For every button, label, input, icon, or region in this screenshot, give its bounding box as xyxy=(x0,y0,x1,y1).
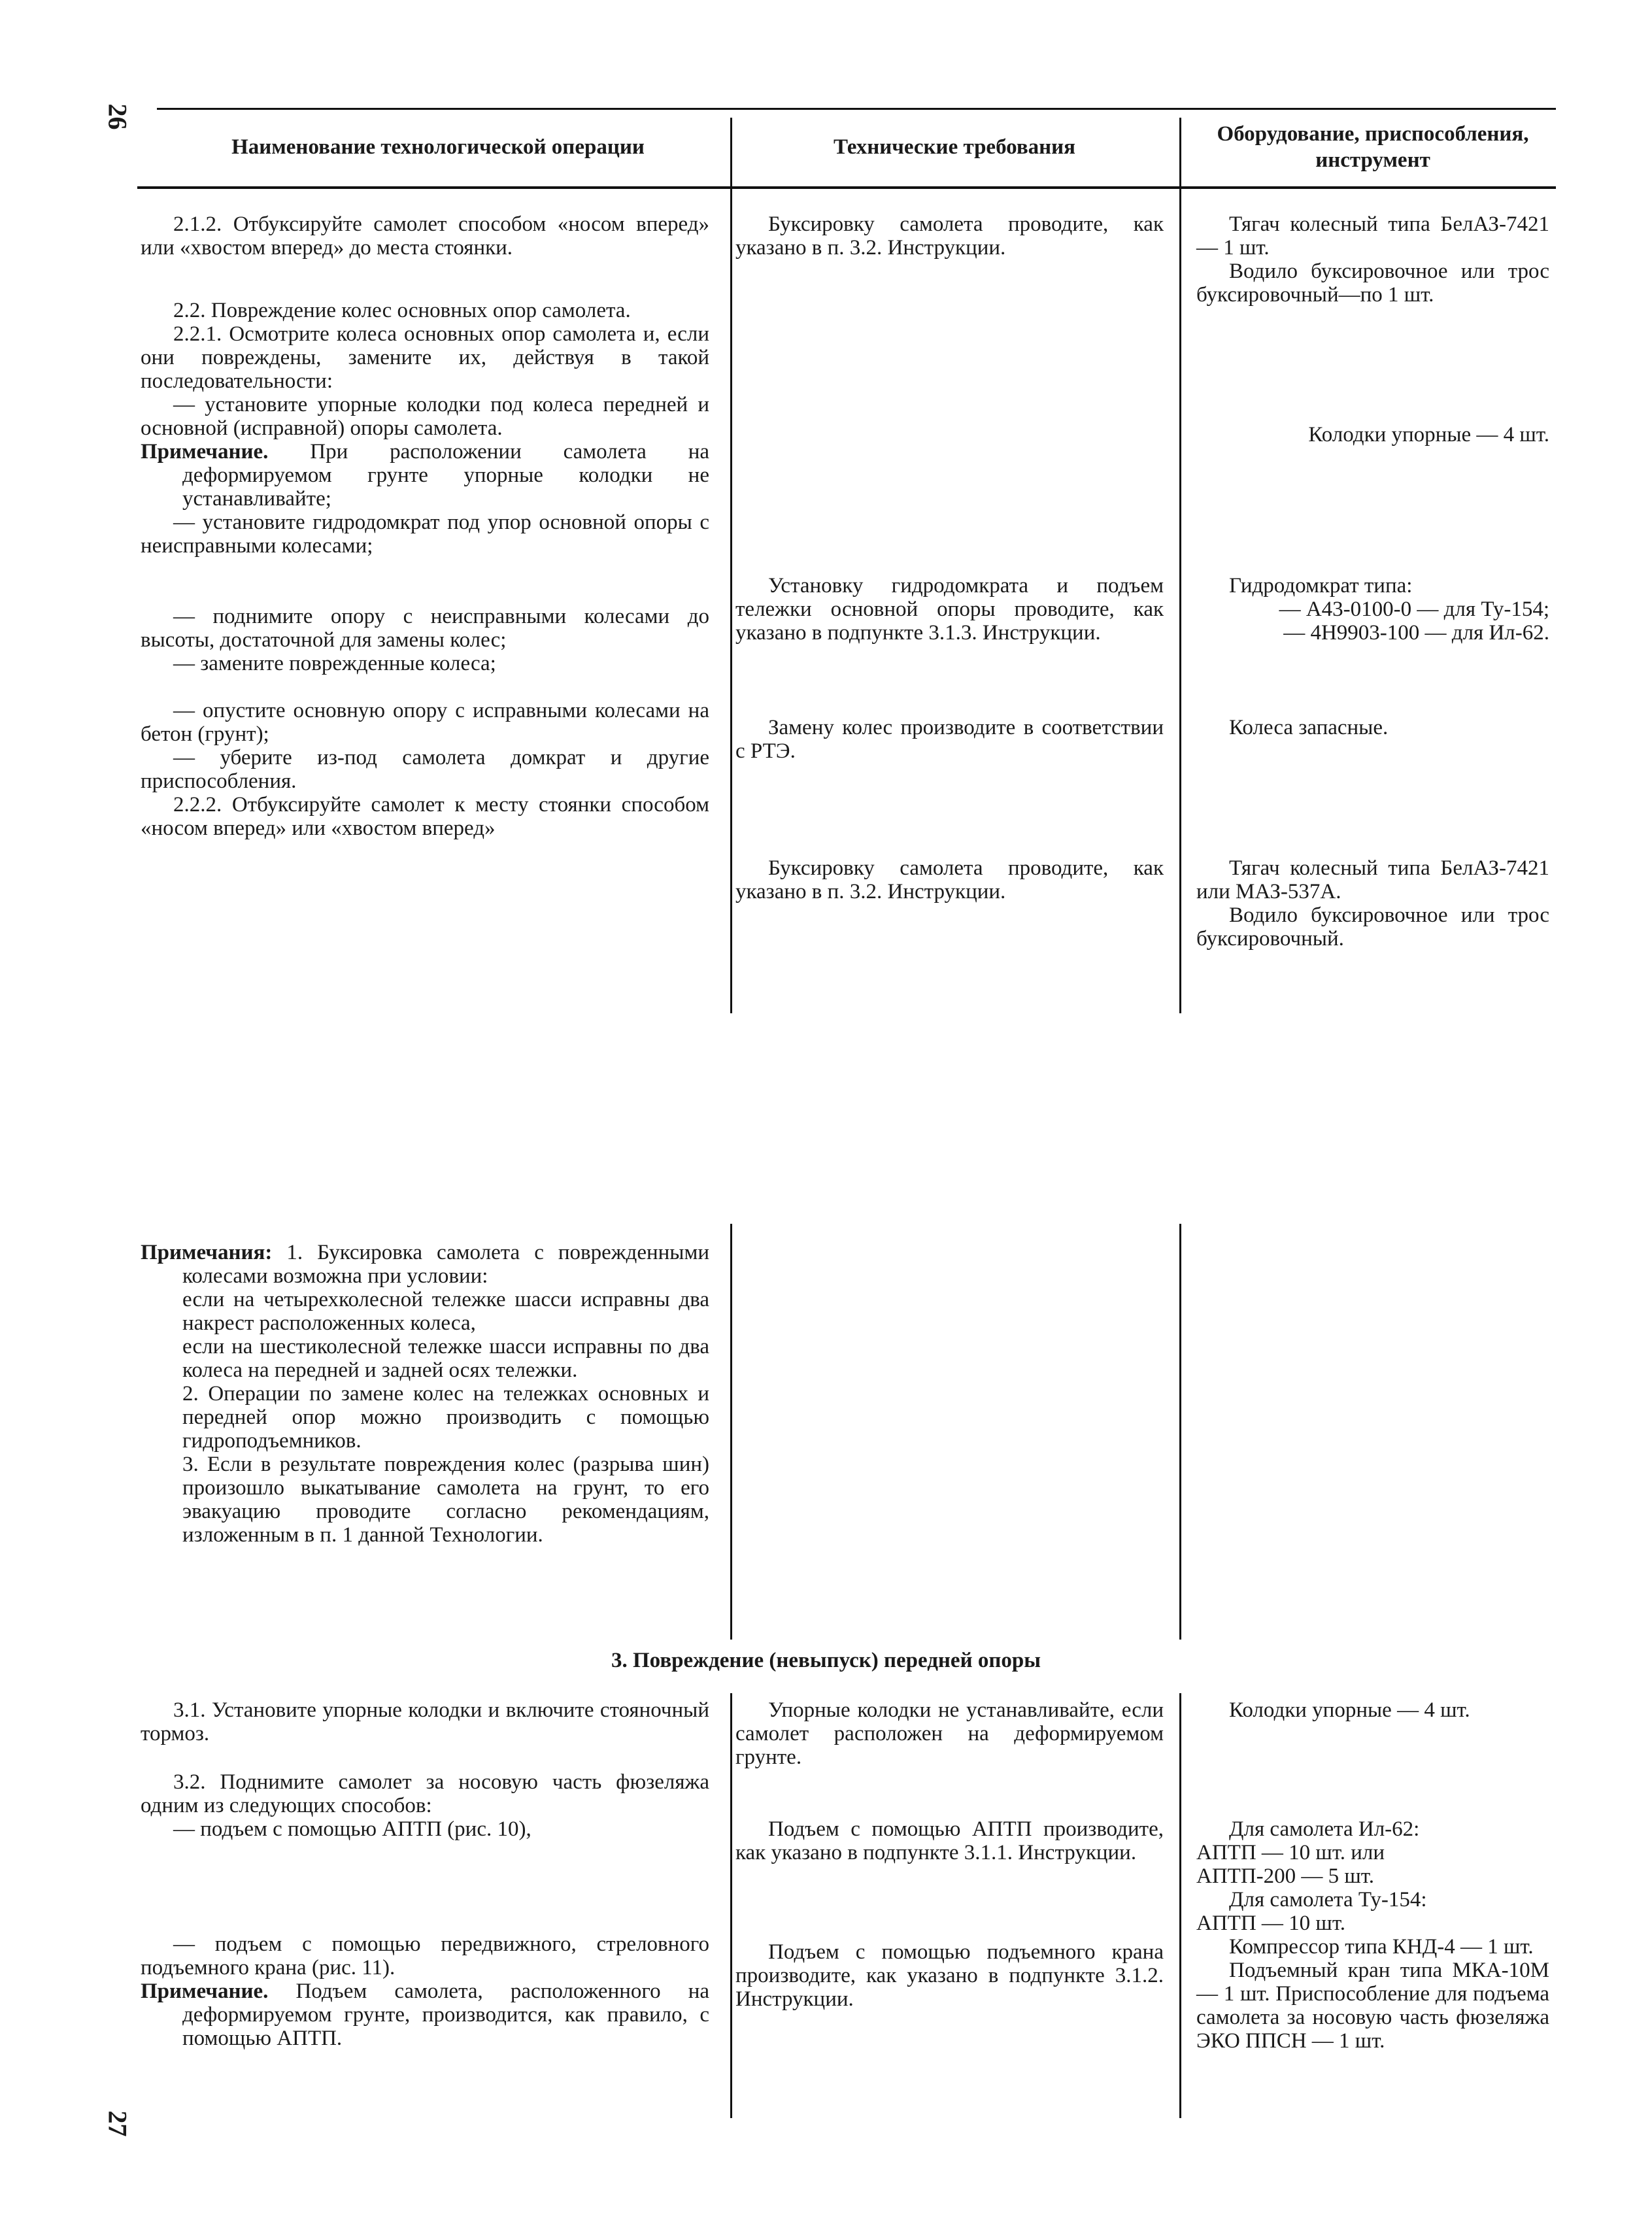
note-2: 2. Операции по замене колес на тележках основных и передней опор можно производить с помощью гидроподъемников. xyxy=(182,1382,709,1453)
page-number-top: 26 xyxy=(103,103,133,130)
col-divider-1-bottom xyxy=(730,1693,732,2118)
block3-req-aptp: Подъем с помощью АПТП производите, как указано в подпункте 3.1.1. Инструкции. xyxy=(735,1817,1164,1864)
note-1: 1. Буксировка самолета с поврежденными колесами возможна при условии: xyxy=(182,1241,709,1288)
note3-head: Примечание. xyxy=(141,1980,269,2003)
note-1a: если на четырехколесной тележке шасси исправны два накрест расположенных колеса, xyxy=(182,1288,709,1335)
header-requirements: Технические требования xyxy=(833,135,1076,159)
col-divider-1-top xyxy=(730,118,732,1013)
block1-eq-tug: Тягач колесный типа БелАЗ-7421 — 1 шт. Водило буксировочное или трос буксировочный—по 1 шт. xyxy=(1196,212,1549,307)
note-3: 3. Если в результате повреждения колес (разрыва шин) произошло выкатывание самолета на грунт, то его эвакуацию проводите согласно рекомендациям, изложенным в п. 1 данной Технологии. xyxy=(182,1453,709,1547)
note-1b: если на шестиколесной тележке шасси исправны по два колеса на передней и задней осях тележки. xyxy=(182,1335,709,1382)
op-lift-gear: — поднимите опору с неисправными колесами до высоты, достаточной для замены колес; xyxy=(141,605,709,652)
block3-eq-lifting: Для самолета Ил-62: АПТП — 10 шт. или АПТП-200 — 5 шт. Для самолета Ту-154: АПТП — 10 шт. Компрессор типа КНД-4 — 1 шт. Подъемный кран типа МКА-10М — 1 шт. Приспособление для подъема самолета за носовую часть фюзеляжа ЭКО ППСН — 1 шт. xyxy=(1196,1817,1549,2053)
block1-eq-tug-2: Тягач колесный типа БелАЗ-7421 или МАЗ-537А. Водило буксировочное или трос буксировочный. xyxy=(1196,856,1549,951)
note3 xyxy=(141,1980,709,2050)
note1 xyxy=(141,440,709,511)
block1-req-towing: Буксировку самолета проводите, как указано в п. 3.2. Инструкции. xyxy=(735,212,1164,260)
note3-text: Подъем самолета, расположенного на деформируемом грунте, производится, как правило, с помощью АПТП. xyxy=(182,1980,710,2050)
block3-eq-chocks: Колодки упорные — 4 шт. xyxy=(1229,1698,1470,1722)
op-3-1: 3.1. Установите упорные колодки и включите стояночный тормоз. xyxy=(141,1698,709,1745)
op-replace-wheels: — замените поврежденные колеса; xyxy=(173,652,496,675)
block1-eq-spare: Колеса запасные. xyxy=(1229,716,1389,739)
col-divider-2-top xyxy=(1179,118,1181,1013)
note1-text: При расположении самолета на деформируемом грунте упорные колодки не устанавливайте; xyxy=(182,440,709,511)
block1-req-jack: Установку гидродомкрата и подъем тележки основной опоры проводите, как указано в подпункте 3.1.3. Инструкции. xyxy=(735,574,1164,645)
block3-req-chocks: Упорные колодки не устанавливайте, если самолет расположен на деформируемом грунте. xyxy=(735,1698,1164,1769)
op-install-jack: — установите гидродомкрат под упор основной опоры с неисправными колесами; xyxy=(141,511,709,558)
page-number-bottom: 27 xyxy=(103,2110,133,2137)
block3-req-crane: Подъем с помощью подъемного крана производите, как указано в подпункте 3.1.2. Инструкции. xyxy=(735,1940,1164,2011)
op-remove-jack: — уберите из-под самолета домкрат и другие приспособления. xyxy=(141,746,709,793)
header-top-rule xyxy=(157,108,1556,110)
op-3-2-aptp: — подъем с помощью АПТП (рис. 10), xyxy=(173,1817,531,1841)
block1-eq-chocks: Колодки упорные — 4 шт. xyxy=(1308,423,1549,446)
block1-eq-jack: Гидродомкрат типа: — А43-0100-0 — для Ту-154; — 4Н9903-100 — для Ил-62. xyxy=(1229,574,1549,645)
col-divider-2-bottom xyxy=(1179,1693,1181,2118)
header-operation: Наименование технологической операции xyxy=(231,135,645,159)
block3-operations xyxy=(141,1698,709,2050)
op-lower-gear: — опустите основную опору с исправными колесами на бетон (грунт); xyxy=(141,699,709,746)
block1-operations xyxy=(141,212,709,840)
block1-req-towing-2: Буксировку самолета проводите, как указано в п. 3.2. Инструкции. xyxy=(735,856,1164,903)
notes-block xyxy=(141,1241,709,1547)
op-install-chocks: — установите упорные колодки под колеса передней и основной (исправной) опоры самолета. xyxy=(141,393,709,440)
section-3-title: 3. Повреждение (невыпуск) передней опоры xyxy=(611,1649,1041,1672)
op-2-1-2: 2.1.2. Отбуксируйте самолет способом «носом вперед» или «хвостом вперед» до места стоянки. xyxy=(141,212,709,260)
notes-head: Примечания: xyxy=(141,1241,273,1264)
op-2-2-1: 2.2.1. Осмотрите колеса основных опор самолета и, если они повреждены, замените их, действуя в такой последовательности: xyxy=(141,322,709,393)
note1-head: Примечание. xyxy=(141,440,269,463)
col-divider-1-mid xyxy=(730,1224,732,1640)
op-3-2: 3.2. Поднимите самолет за носовую часть фюзеляжа одним из следующих способов: xyxy=(141,1770,709,1817)
header-equipment: Оборудование, приспособления, инструмент xyxy=(1217,122,1529,172)
col-divider-2-mid xyxy=(1179,1224,1181,1640)
op-3-2-crane: — подъем с помощью передвижного, стреловного подъемного крана (рис. 11). xyxy=(141,1932,709,1980)
block1-req-wheels: Замену колес производите в соответствии с РТЭ. xyxy=(735,716,1164,763)
op-2-2-2: 2.2.2. Отбуксируйте самолет к месту стоянки способом «носом вперед» или «хвостом вперед» xyxy=(141,793,709,840)
op-2-2: 2.2. Повреждение колес основных опор самолета. xyxy=(173,299,631,322)
header-bottom-rule xyxy=(137,186,1556,189)
